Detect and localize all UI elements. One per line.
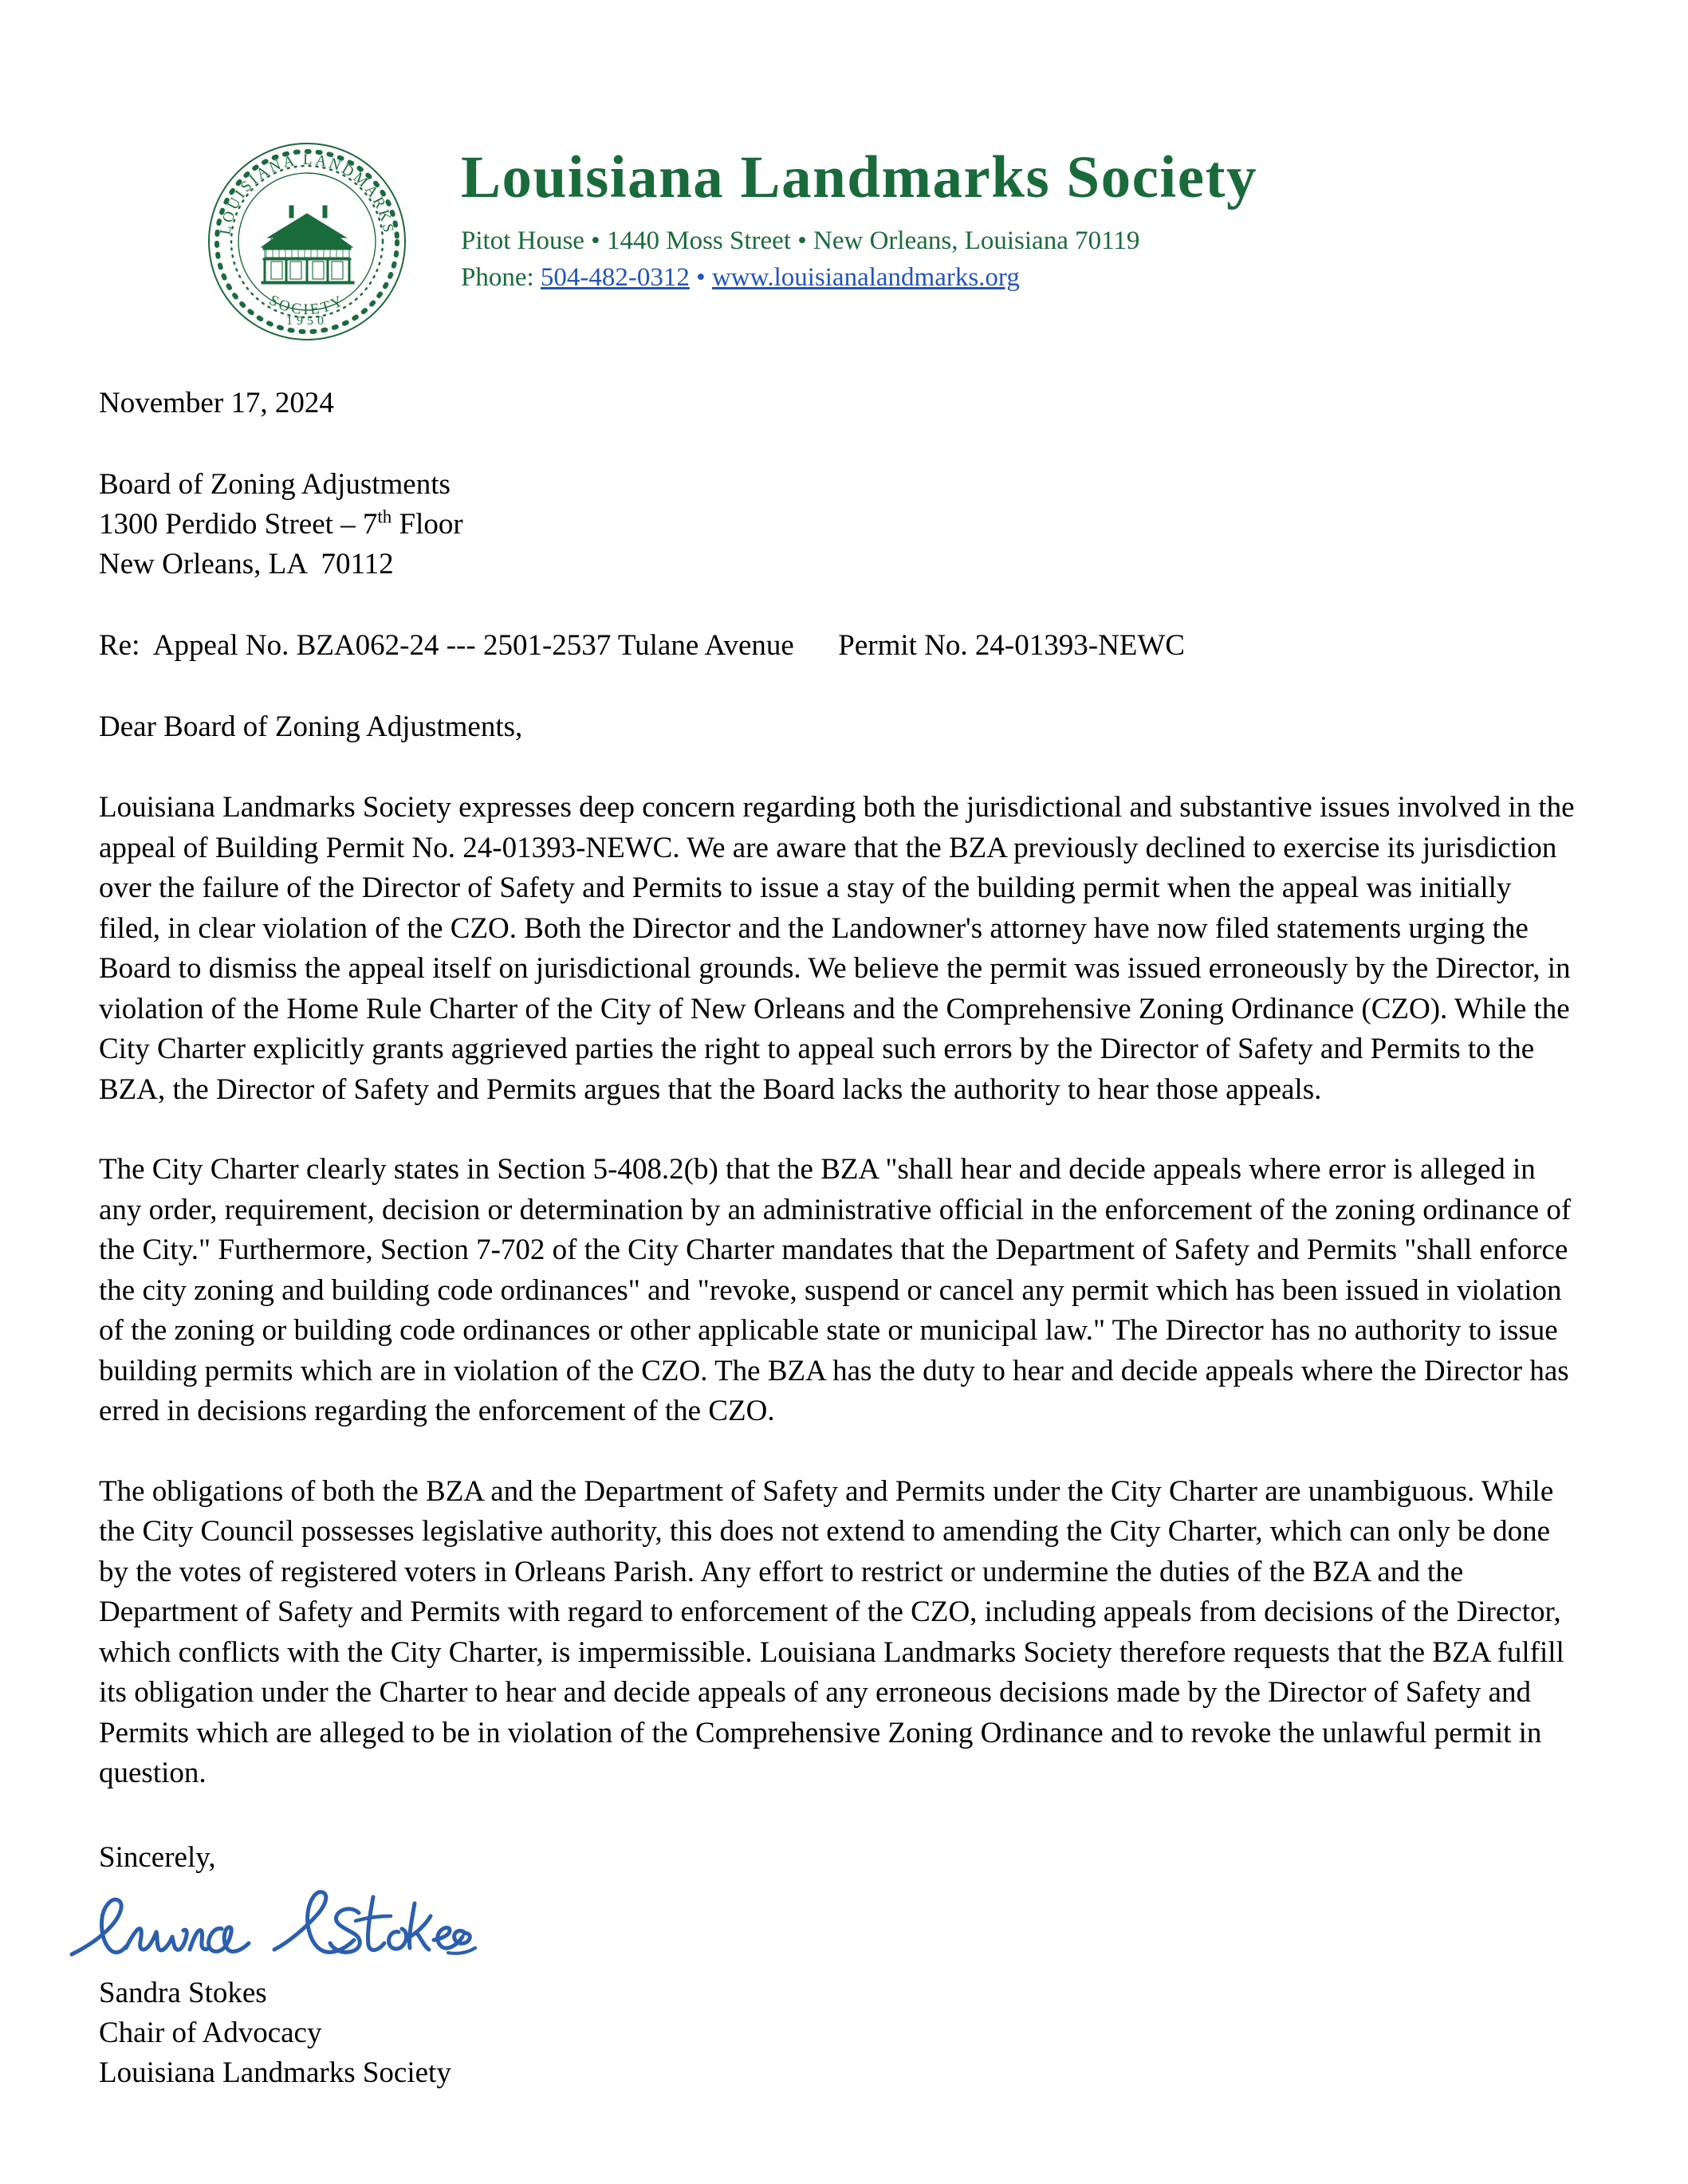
letter-date: November 17, 2024 <box>99 387 334 419</box>
recipient-name: Board of Zoning Adjustments <box>99 468 451 501</box>
letterhead-address: Pitot House • 1440 Moss Street • New Orleans, Louisiana 70119 <box>461 226 1140 255</box>
recipient-street-pre: 1300 Perdido Street – 7 <box>99 508 378 541</box>
spacer <box>99 747 1578 788</box>
salutation: Dear Board of Zoning Adjustments, <box>99 710 523 743</box>
body-paragraph-2: The City Charter clearly states in Section 5-408.2(b) that the BZA "shall hear and decide appeals where error is alleged in any order, requirement, decision or determination by an administrative official in the enforcement of the zoning ordinance of the City." Furthermore, Section 7-702 of the City Charter mandates that the Department of Safety and Permits "shall enforce the city zoning and building code ordinances" and "revoke, suspend or cancel any permit which has been issued in violation of the zoning or building code ordinances or other applicable state or municipal law." The Director has no authority to issue building permits which are in violation of the CZO. The BZA has the duty to hear and decide appeals where the Director has erred in decisions regarding the enforcement of the CZO. <box>99 1153 1572 1427</box>
handwritten-signature <box>65 1883 480 1970</box>
svg-text:LOUISIANA LANDMARKS: LOUISIANA LANDMARKS <box>217 151 397 236</box>
organization-title: Louisiana Landmarks Society <box>461 144 1258 211</box>
re-line: Re: Appeal No. BZA062-24 --- 2501-2537 Tulane Avenue Permit No. 24-01393-NEWC <box>99 629 1185 662</box>
signer-title: Chair of Advocacy <box>99 2017 322 2049</box>
ordinal-suffix: th <box>377 506 392 527</box>
spacer <box>99 584 1578 625</box>
recipient-street <box>99 505 1578 545</box>
website-link[interactable]: www.louisianalandmarks.org <box>711 263 1020 292</box>
spacer <box>99 423 1578 465</box>
phone-link[interactable]: 504-482-0312 <box>540 263 690 292</box>
svg-text:1950: 1950 <box>286 314 328 328</box>
signer-organization: Louisiana Landmarks Society <box>99 2056 451 2089</box>
letter-body <box>99 383 1578 1794</box>
svg-text:SOCIETY: SOCIETY <box>266 291 348 319</box>
spacer <box>99 666 1578 706</box>
signature-block <box>99 1838 1056 2093</box>
body-paragraph-1: Louisiana Landmarks Society expresses deep concern regarding both the jurisdictional and substantive issues involved in the appeal of Building Permit No. 24-01393-NEWC. We are aware that the BZA previously declined to exercise its jurisdiction over the failure of the Director of Safety and Permits to issue a stay of the building permit when the appeal was initially filed, in clear violation of the CZO. Both the Director and the Landowner's attorney have now filed statements urging the Board to dismiss the appeal itself on jurisdictional grounds. We believe the permit was issued erroneously by the Director, in violation of the Home Rule Charter of the City of New Orleans and the Comprehensive Zoning Ordinance (CZO). While the City Charter explicitly grants aggrieved parties the right to appeal such errors by the Director of Safety and Permits to the BZA, the Director of Safety and Permits argues that the Board lacks the authority to hear those appeals. <box>99 791 1575 1106</box>
closing-salutation: Sincerely, <box>99 1841 216 1874</box>
society-seal-logo <box>206 140 408 343</box>
phone-label: Phone: <box>461 263 534 292</box>
recipient-street-post: Floor <box>392 508 463 541</box>
body-paragraph-3: The obligations of both the BZA and the Department of Safety and Permits under the City Charter are unambiguous. While the City Council possesses legislative authority, this does not extend to amending the City Charter, which can only be done by the votes of registered voters in Orleans Parish. Any effort to restrict or undermine the duties of the BZA and the Department of Safety and Permits with regard to enforcement of the CZO, including appeals from decisions of the Director, which conflicts with the City Charter, is impermissible. Louisiana Landmarks Society therefore requests that the BZA fulfill its obligation under the Charter to hear and decide appeals of any erroneous decisions made by the Director of Safety and Permits which are alleged to be in violation of the Comprehensive Zoning Ordinance and to revoke the unlawful permit in question. <box>99 1474 1564 1789</box>
letterhead-text <box>461 144 1617 295</box>
recipient-city-state-zip: New Orleans, LA 70112 <box>99 548 394 580</box>
contact-separator: • <box>696 263 706 292</box>
signer-name: Sandra Stokes <box>99 1977 267 2009</box>
letterhead-contact <box>461 260 1617 295</box>
letterhead <box>0 0 1688 343</box>
recipient-address-block <box>99 465 1578 584</box>
